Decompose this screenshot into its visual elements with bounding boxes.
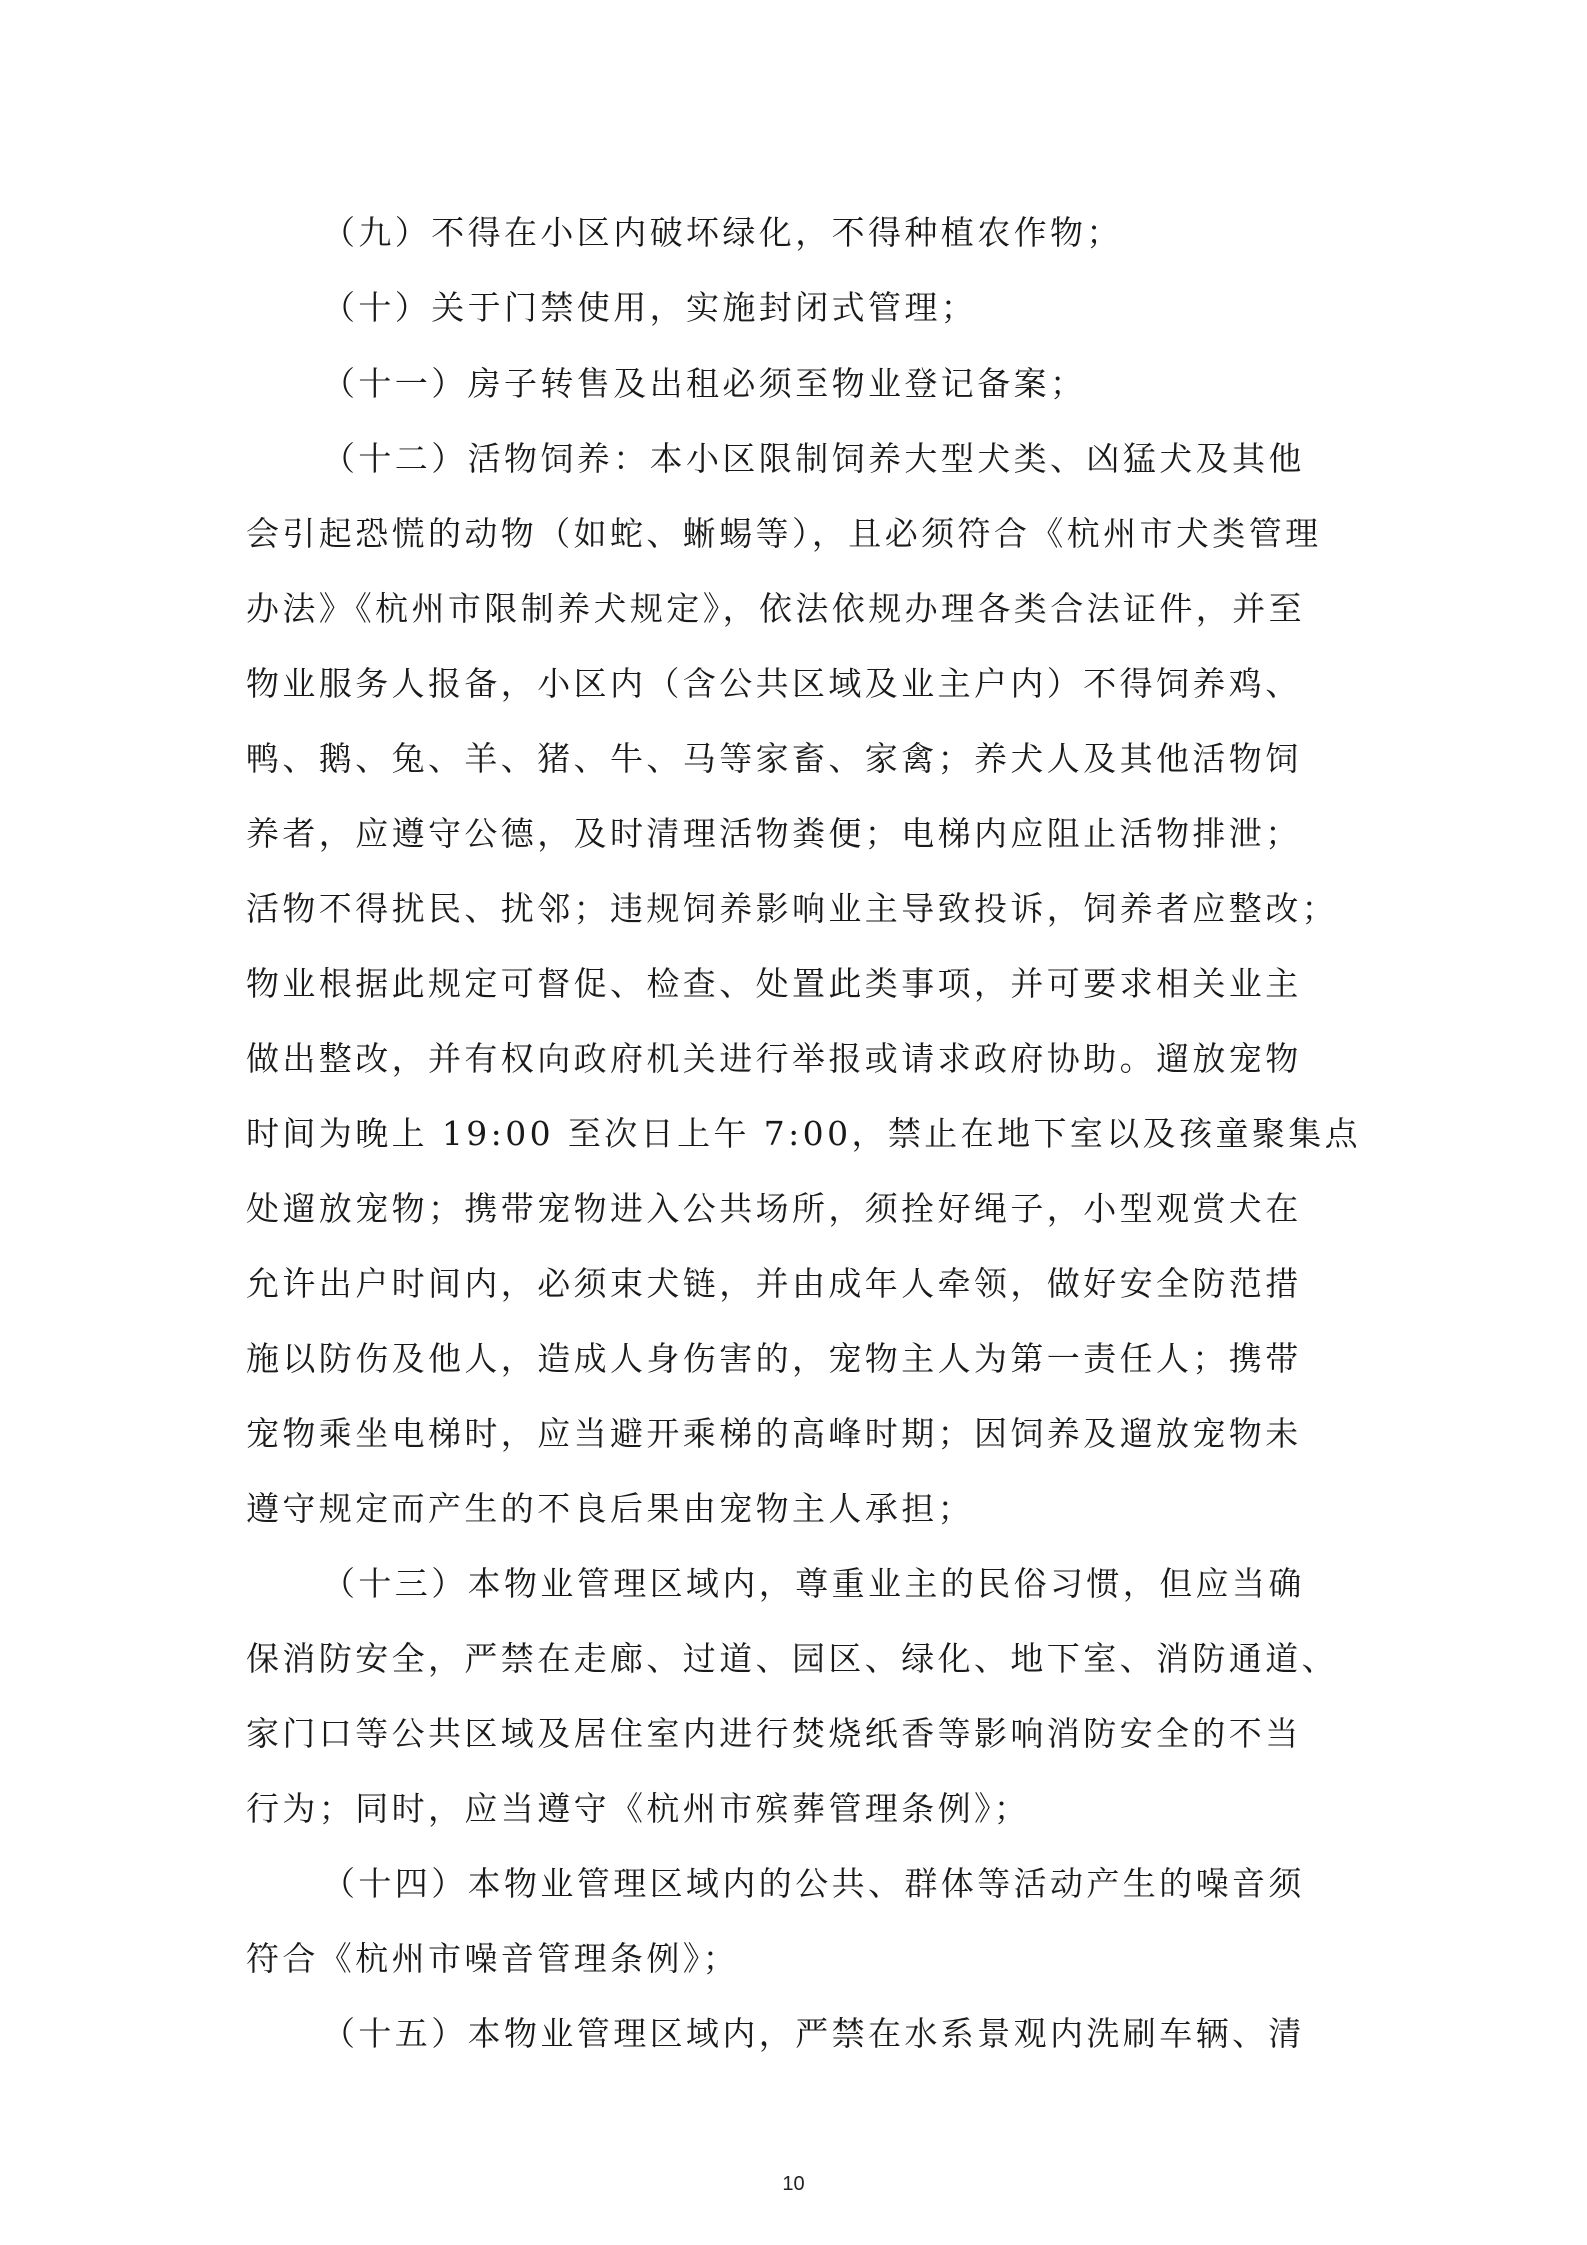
clause-14-line: （十四）本物业管理区域内的公共、群体等活动产生的噪音须 xyxy=(322,1864,1305,1903)
paragraph-line: 活物不得扰民、扰邻；违规饲养影响业主导致投诉，饲养者应整改； xyxy=(246,889,1338,928)
paragraph-line: 宠物乘坐电梯时，应当避开乘梯的高峰时期；因饲养及遛放宠物未 xyxy=(246,1414,1302,1453)
paragraph-line: 家门口等公共区域及居住室内进行焚烧纸香等影响消防安全的不当 xyxy=(246,1714,1302,1753)
paragraph-line: 物业服务人报备，小区内（含公共区域及业主户内）不得饲养鸡、 xyxy=(246,664,1302,703)
paragraph-line: 符合《杭州市噪音管理条例》； xyxy=(246,1939,740,1978)
paragraph-line: 处遛放宠物；携带宠物进入公共场所，须拴好绳子，小型观赏犬在 xyxy=(246,1189,1302,1228)
paragraph-line: 鸭、鹅、兔、羊、猪、牛、马等家畜、家禽；养犬人及其他活物饲 xyxy=(246,739,1302,778)
paragraph-line: 施以防伤及他人，造成人身伤害的，宠物主人为第一责任人；携带 xyxy=(246,1339,1302,1378)
clause-13-line: （十三）本物业管理区域内，尊重业主的民俗习惯，但应当确 xyxy=(322,1564,1305,1603)
paragraph-line: 养者，应遵守公德，及时清理活物粪便；电梯内应阻止活物排泄； xyxy=(246,814,1302,853)
paragraph-line: 行为；同时，应当遵守《杭州市殡葬管理条例》； xyxy=(246,1789,1031,1828)
clause-11-line: （十一）房子转售及出租必须至物业登记备案； xyxy=(322,364,1087,403)
paragraph-line: 办法》《杭州市限制养犬规定》，依法依规办理各类合法证件，并至 xyxy=(246,589,1305,628)
clause-12-line: （十二）活物饲养：本小区限制饲养大型犬类、凶猛犬及其他 xyxy=(322,439,1305,478)
paragraph-line: 会引起恐慌的动物（如蛇、蜥蜴等），且必须符合《杭州市犬类管理 xyxy=(246,514,1322,553)
paragraph-line: 物业根据此规定可督促、检查、处置此类事项，并可要求相关业主 xyxy=(246,964,1302,1003)
paragraph-line: 遵守规定而产生的不良后果由宠物主人承担； xyxy=(246,1489,974,1528)
clause-15-line: （十五）本物业管理区域内，严禁在水系景观内洗刷车辆、清 xyxy=(322,2014,1305,2053)
page-number: 10 xyxy=(782,2173,805,2195)
paragraph-line: 保消防安全，严禁在走廊、过道、园区、绿化、地下室、消防通道、 xyxy=(246,1639,1338,1678)
paragraph-line: 做出整改，并有权向政府机关进行举报或请求政府协助。遛放宠物 xyxy=(246,1039,1302,1078)
clause-9-line: （九）不得在小区内破坏绿化，不得种植农作物； xyxy=(322,213,1123,252)
clause-10-line: （十）关于门禁使用，实施封闭式管理； xyxy=(322,288,978,327)
paragraph-line: 允许出户时间内，必须束犬链，并由成年人牵领，做好安全防范措 xyxy=(246,1264,1302,1303)
paragraph-line: 时间为晚上 19:00 至次日上午 7:00，禁止在地下室以及孩童聚集点 xyxy=(246,1114,1362,1153)
